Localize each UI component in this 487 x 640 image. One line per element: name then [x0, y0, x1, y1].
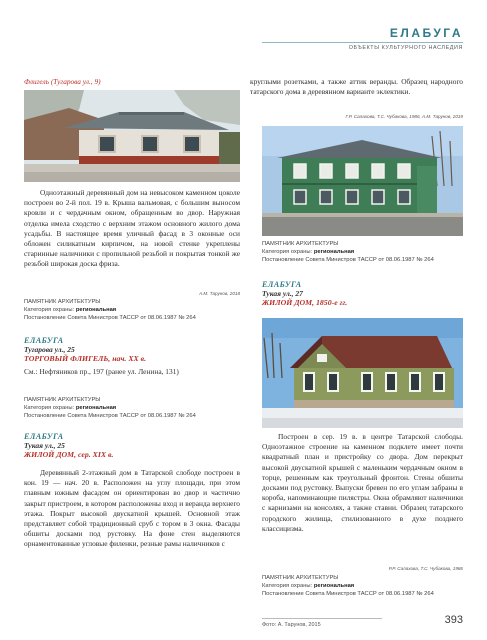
monument-title: ПАМЯТНИК АРХИТЕКТУРЫ [24, 397, 101, 403]
author-credit-3: Р.Р. Салахова, Т.С. Чубакова, 1986 [388, 566, 463, 571]
decree-text: Постановление Совета Министров ТАССР от 08.06.1987 № 264 [24, 315, 196, 321]
running-header-subtitle: ОБЪЕКТЫ КУЛЬТУРНОГО НАСЛЕДИЯ [348, 45, 463, 51]
header-rule [262, 42, 463, 43]
monument-block-2 [24, 396, 240, 420]
entry-street: Тукая ул., 27 [262, 289, 303, 298]
monument-block-4 [262, 574, 463, 598]
photo-tukaya-25 [262, 126, 463, 236]
category-label: Категория охраны: [262, 583, 313, 589]
category-label: Категория охраны: [24, 307, 75, 313]
decree-text: Постановление Совета Министров ТАССР от 08.06.1987 № 264 [262, 591, 434, 597]
entry-torgovy-fligel [24, 336, 240, 376]
photo-fligel-tugarova-9 [24, 90, 240, 182]
photo-tukaya-27 [262, 318, 463, 428]
category-value: региональная [313, 583, 355, 589]
category-label: Категория охраны: [24, 405, 75, 411]
monument-title: ПАМЯТНИК АРХИТЕКТУРЫ [24, 299, 101, 305]
entry-street: Тугарова ул., 25 [24, 345, 75, 354]
monument-block-1 [24, 298, 240, 322]
category-value: региональная [313, 249, 355, 255]
description-tukaya-27: Построен в сер. 19 в. в центре Татарской слободы. Одноэтажное строение на каменном подклете имеет почти квадратный план и пристройку со двора. Дом перекрыт высокой двускатной крышей с маленьким чердачным окном в торце, решенным как треугольный фронтон. Стены обшиты досками под рустовку. Выпуски бревен по его углам забраны в короба, напоминающие пилястры. Окна обрамляют наличники с карнизами на консолях, а также ставни. Образец татарского городского жилища, стилизованного в духе позднего классицизма. [262, 432, 463, 533]
entry-city: ЕЛАБУГА [24, 336, 64, 345]
monument-title: ПАМЯТНИК АРХИТЕКТУРЫ [262, 241, 339, 247]
category-label: Категория охраны: [262, 249, 313, 255]
monument-block-3 [262, 240, 463, 264]
footer-rule [262, 618, 382, 619]
entry-street: Тукая ул., 25 [24, 441, 65, 450]
description-continued: круглыми розетками, а также аттик веранды. Образец народного татарского дома в деревянном варианте эклектики. [250, 77, 463, 97]
page-number: 393 [444, 614, 463, 626]
entry-name: ТОРГОВЫЙ ФЛИГЕЛЬ, нач. XX в. [24, 354, 147, 363]
decree-text: Постановление Совета Министров ТАССР от 08.06.1987 № 264 [24, 413, 196, 419]
decree-text: Постановление Совета Министров ТАССР от 08.06.1987 № 264 [262, 257, 434, 263]
entry-city: ЕЛАБУГА [262, 280, 302, 289]
entry-zhiloy-dom-27 [262, 280, 463, 307]
description-fligel: Одноэтажный деревянный дом на невысоком каменном цоколе построен во 2-й пол. 19 в. Крыша вальмовая, с большим выносом кровли и с чердачным окном, обращенным во двор. Наружная отделка имела сходство с верхним этажом основного жилого дома усадьбы. В настоящее время уличный фасад в 3 оконные оси обложен силикатным кирпичом, на новой стенке укреплены старинные наличники с пропильной резьбой и покрытая тонкой же резьбой широкая доска фриза. [24, 188, 240, 269]
entry-name: ЖИЛОЙ ДОМ, 1850-е гг. [262, 298, 348, 307]
entry-see-reference: См.: Нефтяников пр., 197 (ранее ул. Ленина, 131) [24, 367, 179, 376]
entry-zhiloy-dom-25 [24, 432, 240, 459]
entry-name: ЖИЛОЙ ДОМ, сер. XIX в. [24, 450, 114, 459]
category-value: региональная [75, 405, 117, 411]
running-header-title: ЕЛАБУГА [389, 26, 463, 40]
entry-city: ЕЛАБУГА [24, 432, 64, 441]
description-tukaya-25: Деревянный 2-этажный дом в Татарской слободе построен в кон. 19 — нач. 20 в. Расположен на углу площади, при этом главным южным фасадом он ориентирован во двор и частично закрыт пристроем, в котором расположены вход и веранда верхнего этажа. Покрыт высокой двускатной крышей. Основной этаж представляет собой традиционный сруб с тором в 3 окна. Фасады обшиты досками под рустовку. На фоне стен выделяются орнаментованные угловые филенки, резные рамы наличников с [24, 468, 240, 549]
author-credit-1: А.М. Тарунов, 2018 [199, 291, 240, 296]
category-value: региональная [75, 307, 117, 313]
photo-credit: Фото: А. Тарунов, 2015 [262, 622, 321, 628]
photo-caption-fligel: Флигель (Тугарова ул., 9) [24, 77, 101, 86]
monument-title: ПАМЯТНИК АРХИТЕКТУРЫ [262, 575, 339, 581]
author-credit-2: Г.Р. Салахова, Т.С. Чубакова, 1986, А.М. Тарунов, 2019 [345, 114, 463, 119]
